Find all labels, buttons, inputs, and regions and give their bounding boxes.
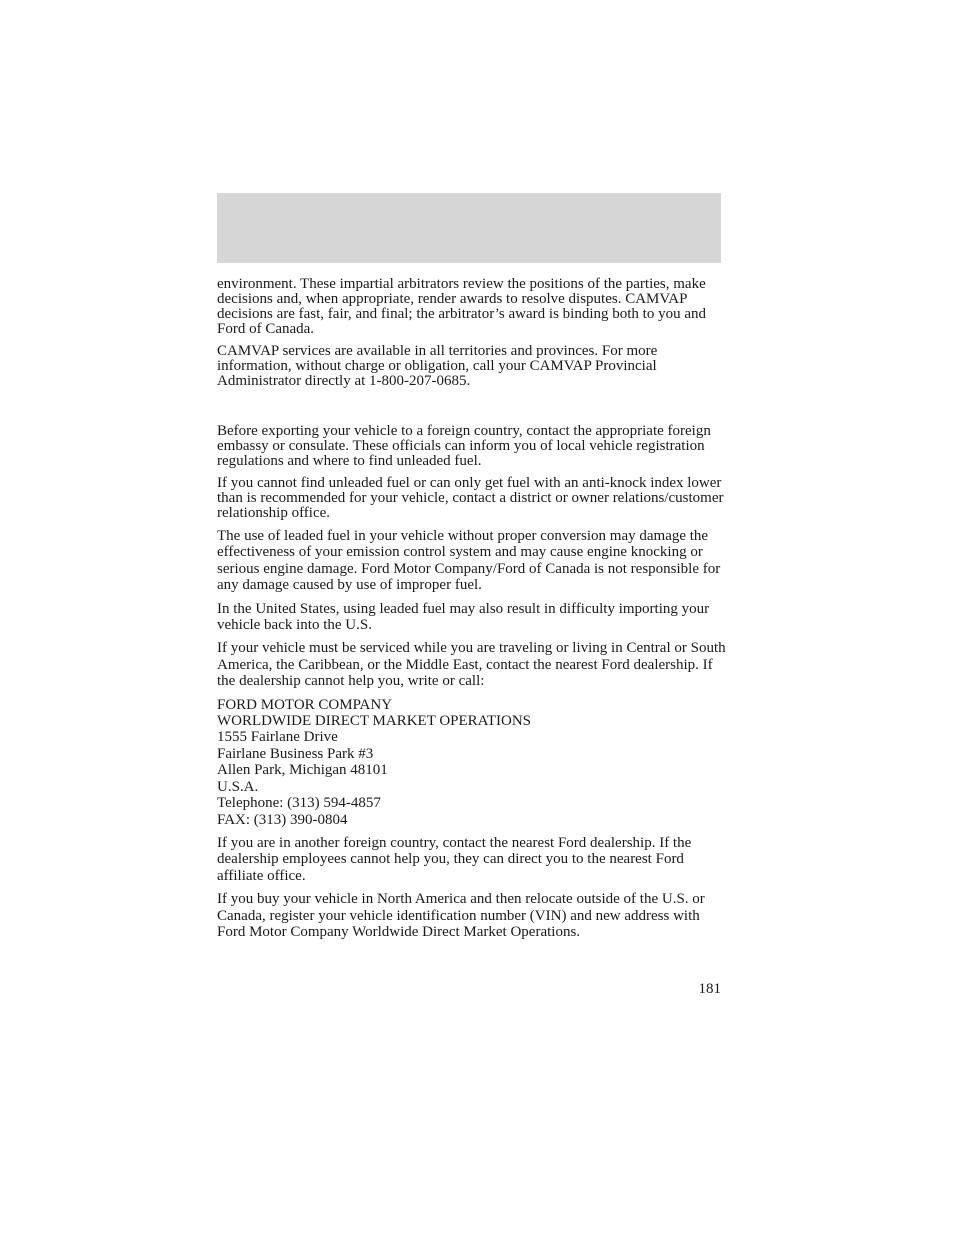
address-company: FORD MOTOR COMPANY bbox=[217, 696, 393, 713]
paragraph-leaded-fuel-us: In the United States, using leaded fuel may also result in difficulty importing your vehicle back into the U.S. bbox=[217, 600, 710, 634]
paragraph-camvap-arbitrators: environment. These impartial arbitrators review the positions of the parties, make decisions and, when appropriate, render awards to resolve disputes. CAMVAP decisions are fast, fair, and final; the arbitrator’s award is binding both to you and Ford of Canada. bbox=[217, 276, 706, 337]
paragraph-export-contact: Before exporting your vehicle to a foreign country, contact the appropriate foreign embassy or consulate. These officials can inform you of local vehicle registration regulations and where to find unleaded fuel. bbox=[217, 423, 711, 469]
address-street: 1555 Fairlane Drive bbox=[217, 729, 338, 746]
paragraph-relocate-register: If you buy your vehicle in North America and then relocate outside of the U.S. or Canada, register your vehicle identification number (VIN) and new address with Ford Motor Company Worldwide Direct Market Operations. bbox=[217, 891, 705, 940]
paragraph-camvap-services: CAMVAP services are available in all territories and provinces. For more information, without charge or obligation, call your CAMVAP Provincial Administrator directly at 1-800-207-0685. bbox=[217, 343, 658, 389]
address-fax: FAX: (313) 390-0804 bbox=[217, 811, 348, 828]
paragraph-leaded-fuel-damage: The use of leaded fuel in your vehicle without proper conversion may damage the effectiveness of your emission control system and may cause engine knocking or serious engine damage. Ford Motor Company/Ford of Canada is not responsible for any damage caused by use of improper fuel. bbox=[217, 528, 721, 594]
page-body bbox=[217, 277, 727, 947]
page-number: 181 bbox=[698, 981, 721, 997]
address-department: WORLDWIDE DIRECT MARKET OPERATIONS bbox=[217, 713, 532, 730]
address-telephone: Telephone: (313) 594-4857 bbox=[217, 795, 381, 812]
address-city: Allen Park, Michigan 48101 bbox=[217, 762, 388, 779]
address-country: U.S.A. bbox=[217, 778, 259, 795]
ford-address-block bbox=[217, 697, 727, 828]
paragraph-unleaded-fuel: If you cannot find unleaded fuel or can only get fuel with an anti-knock index lower than is recommended for your vehicle, contact a district or owner relations/customer relationship office. bbox=[217, 475, 724, 521]
paragraph-other-country: If you are in another foreign country, contact the nearest Ford dealership. If the dealership employees cannot help you, they can direct you to the nearest Ford affiliate office. bbox=[217, 834, 692, 884]
section-gap bbox=[217, 396, 727, 424]
paragraph-servicing-abroad: If your vehicle must be serviced while you are traveling or living in Central or South America, the Caribbean, or the Middle East, contact the nearest Ford dealership. If the dealership cannot help you, write or call: bbox=[217, 640, 726, 690]
address-building: Fairlane Business Park #3 bbox=[217, 745, 374, 762]
section-header-band bbox=[217, 193, 721, 263]
